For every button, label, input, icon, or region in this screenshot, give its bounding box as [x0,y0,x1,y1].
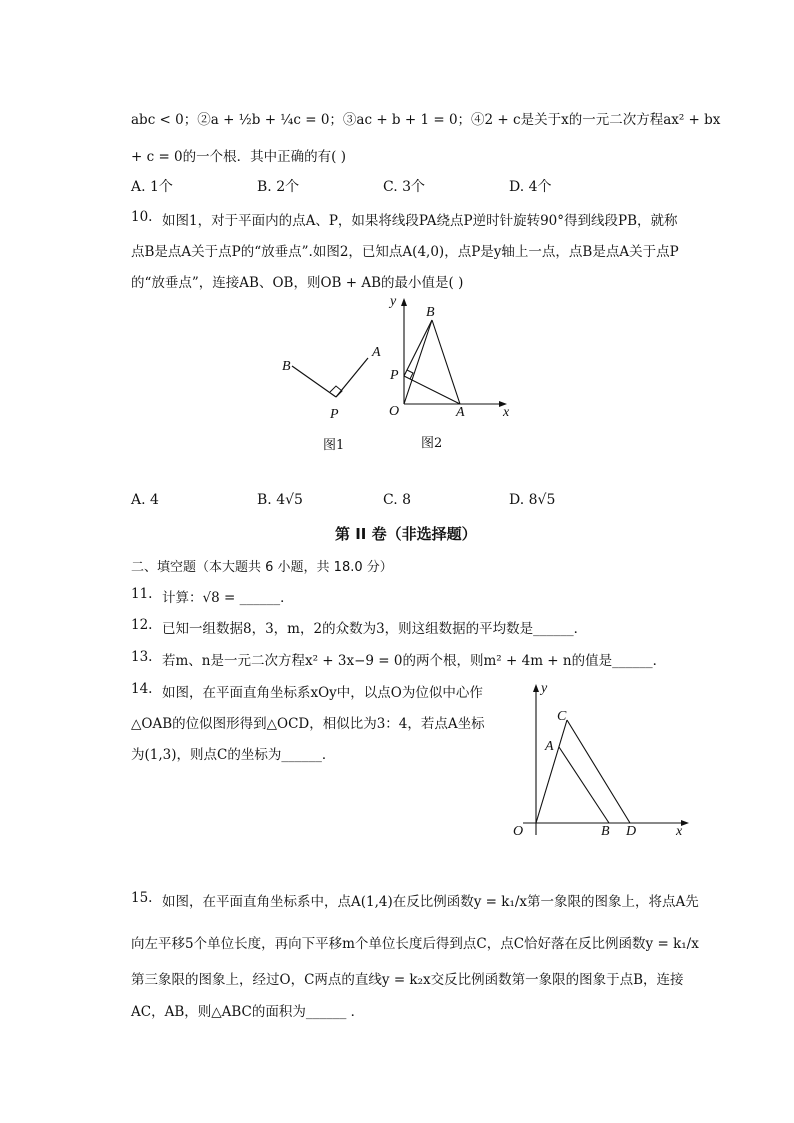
q13-text: 若m、n是一元二次方程x² + 3x−9 = 0的两个根，则m² + 4m + n的值是______． [162,653,667,669]
q14-label-x: x [676,824,683,839]
q14-line2: △OAB的位似图形得到△OCD，相似比为3：4，若点A坐标 [131,716,485,732]
q10-line3: 的“放垂点”，连接AB、OB，则OB + AB的最小值是( ) [131,275,464,291]
q9-line2: + c = 0的一个根．其中正确的有( ) [131,149,346,165]
fig1-segment-pb [292,366,336,397]
q13-number: 13. [131,649,153,665]
q14-label-a: A [545,739,554,754]
q9-option-a: A. 1个 [131,179,173,195]
q12-number: 12. [131,617,153,633]
q15-line2: 向左平移5个单位长度，再向下平移m个单位长度后得到点C，点C恰好落在反比例函数y = k₁/x [131,936,699,952]
q14-label-c: C [557,709,567,724]
q14-label-d: D [626,824,637,839]
q12-text: 已知一组数据8，3，m，2的众数为3，则这组数据的平均数是______． [162,621,588,637]
fig1-caption: 图1 [323,438,345,453]
q10-option-c: C. 8 [383,492,412,508]
fig2-y-arrow [401,298,407,306]
q14-line3: 为(1,3)，则点C的坐标为______． [131,747,336,763]
fig2-segment-ab [432,320,460,404]
fig2-label-p: P [390,368,399,383]
fig2-segment-pb [404,320,432,376]
fig2-label-y: y [390,294,397,309]
fig2-caption: 图2 [421,436,443,451]
q14-number: 14. [131,681,153,697]
q11-text: 计算：√8 = ______． [162,590,294,606]
q10-figure-1 [270,330,390,460]
q9-option-d: D. 4个 [509,179,552,195]
q10-option-a: A. 4 [131,492,159,508]
q14-segment-ab [559,747,609,823]
q10-line2: 点B是点A关于点P的“放垂点”.如图2，已知点A(4,0)，点P是y轴上一点，点B是点A关于点P [131,244,679,260]
q9-line1: abc < 0；②a + ½b + ¼c = 0；③ac + b + 1 = 0；④2 + c是关于x的一元二次方程ax² + bx [131,112,721,128]
q14-segment-oc [536,720,567,823]
q10-number: 10. [131,209,153,225]
fig2-label-a: A [456,405,465,420]
q14-label-b: B [601,824,610,839]
q14-y-arrow [533,684,539,692]
q14-figure [505,675,700,845]
fig1-label-a: A [372,345,381,360]
q14-label-y: y [541,681,548,696]
q15-line4: AC，AB，则△ABC的面积为______ ． [131,1004,365,1020]
q10-line1: 如图1，对于平面内的点A、P，如果将线段PA绕点P逆时针旋转90°得到线段PB，就称 [162,213,678,229]
q15-line1: 如图，在平面直角坐标系中，点A(1,4)在反比例函数y = k₁/x第一象限的图象上，将点A先 [162,894,699,910]
q15-number: 15. [131,890,153,906]
fig2-label-o: O [389,404,400,419]
q15-line3: 第三象限的图象上，经过O，C两点的直线y = k₂x交反比例函数第一象限的图象于点B，连接 [131,972,684,988]
q10-figure-2 [380,290,520,455]
q10-option-b: B. 4√5 [257,492,303,508]
fig2-segment-ob [404,320,432,404]
q9-option-b: B. 2个 [257,179,300,195]
q9-option-c: C. 3个 [383,179,426,195]
part2-title: 第 II 卷（非选择题） [335,525,477,543]
q11-number: 11. [131,586,153,602]
q14-label-o: O [513,824,524,839]
q10-option-d: D. 8√5 [509,492,556,508]
fig2-label-b: B [426,305,435,320]
fig1-label-b: B [282,359,291,374]
fig1-segment-pa [336,358,368,397]
q14-line1: 如图，在平面直角坐标系xOy中，以点O为位似中心作 [162,685,483,701]
fig2-label-x: x [503,405,510,420]
fig1-label-p: P [330,407,339,422]
section-heading: 二、填空题（本大题共 6 小题，共 18.0 分） [131,560,393,575]
